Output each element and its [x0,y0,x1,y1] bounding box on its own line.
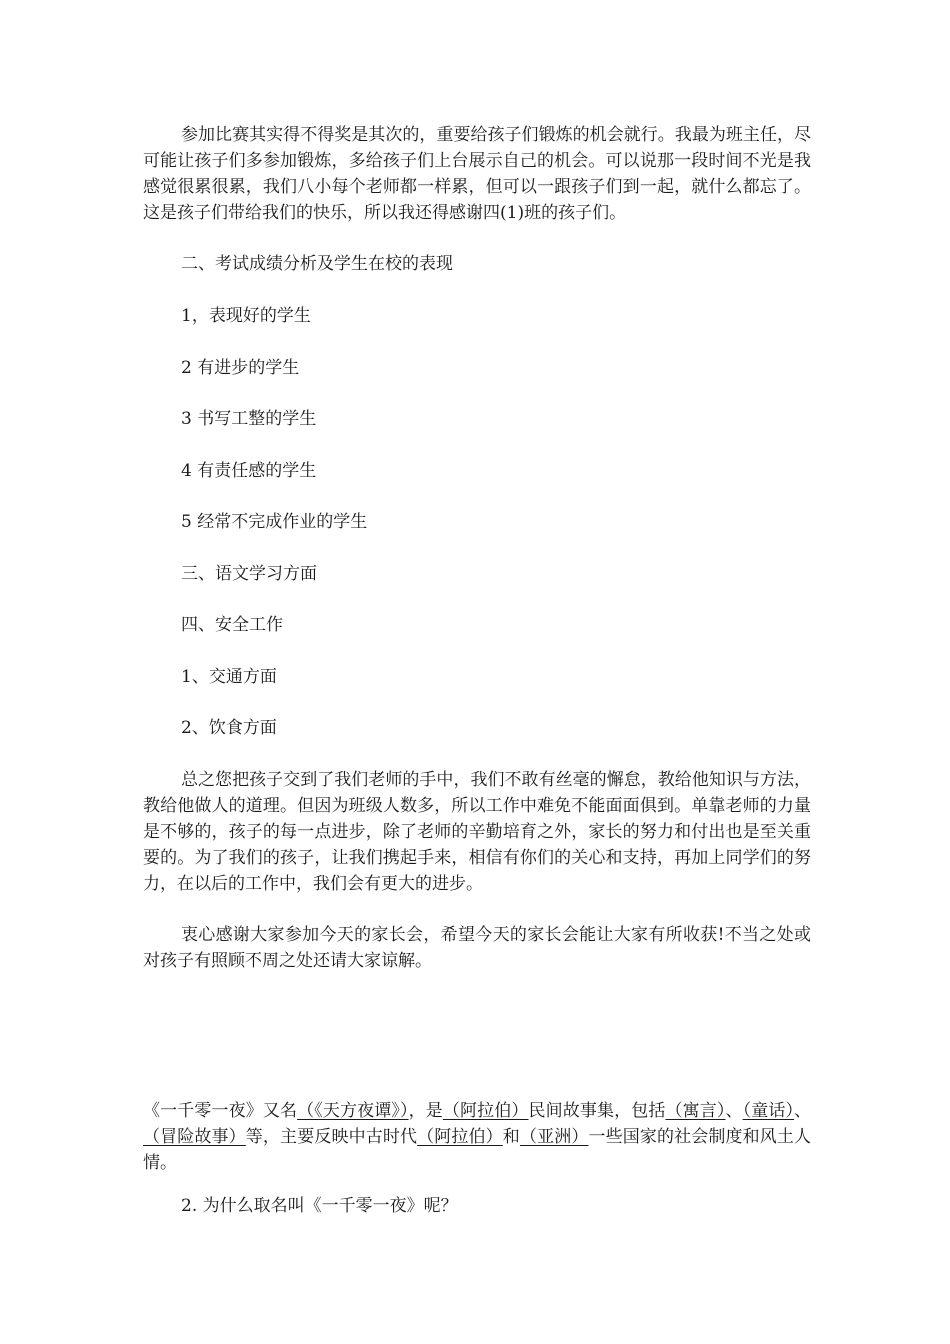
list-item-incomplete-homework: 5 经常不完成作业的学生 [181,512,368,532]
list-item-neat-writing: 3 书写工整的学生 [181,409,317,429]
quiz-text: 一些国家的社会制度和风土人情。 [143,1127,812,1173]
list-item-responsible: 4 有责任感的学生 [181,461,317,481]
list-item-food: 2、饮食方面 [181,718,277,738]
quiz-answer-blank: （阿拉伯） [417,1127,503,1147]
quiz-text: 等，主要反映中古时代 [245,1127,418,1147]
paragraph-quiz-answer [143,1098,811,1176]
quiz-text: 《一千零一夜》又名 [143,1101,298,1121]
quiz-text: ，是 [408,1101,443,1121]
question-2: 2. 为什么取名叫《一千零一夜》呢？ [181,1196,458,1216]
quiz-text: 、 [794,1101,812,1121]
quiz-text: 、 [725,1101,743,1121]
list-item-traffic: 1、交通方面 [181,667,277,687]
quiz-answer-blank: （冒险故事） [143,1127,246,1147]
quiz-text: 和 [502,1127,520,1147]
heading-safety: 四、安全工作 [181,615,283,635]
quiz-answer-blank: （寓言） [665,1101,726,1121]
paragraph-competition: 参加比赛其实得不得奖是其次的，重要给孩子们锻炼的机会就行。我最为班主任，尽可能让孩子们多参加锻炼，多给孩子们上台展示自己的机会。可以说那一段时间不光是我感觉很累很累，我们八小每个老师都一样累，但可以一跟孩子们到一起，就什么都忘了。这是孩子们带给我们的快乐，所以我还得感谢四(1)班的孩子们。 [143,125,811,223]
quiz-answer-blank: （童话） [742,1101,795,1121]
quiz-text: 民间故事集，包括 [528,1101,666,1121]
heading-exam-analysis: 二、考试成绩分析及学生在校的表现 [181,254,453,274]
heading-chinese-study: 三、语文学习方面 [181,564,317,584]
quiz-answer-blank: （亚洲） [519,1127,589,1147]
paragraph-thanks: 衷心感谢大家参加今天的家长会，希望今天的家长会能让大家有所收获!不当之处或对孩子有照顾不周之处还请大家谅解。 [143,925,811,971]
paragraph-summary: 总之您把孩子交到了我们老师的手中，我们不敢有丝毫的懈怠，教给他知识与方法，教给他做人的道理。但因为班级人数多，所以工作中难免不能面面俱到。单靠老师的力量是不够的，孩子的每一点进步，除了老师的辛勤培育之外，家长的努力和付出也是至关重要的。为了我们的孩子，让我们携起手来，相信有你们的关心和支持，再加上同学们的努力，在以后的工作中，我们会有更大的进步。 [143,770,811,894]
quiz-answer-blank: （《天方夜谭》） [297,1101,409,1121]
quiz-answer-blank: （阿拉伯） [442,1101,529,1121]
list-item-progress-students: 2 有进步的学生 [181,358,300,378]
list-item-good-students: 1，表现好的学生 [181,306,311,326]
